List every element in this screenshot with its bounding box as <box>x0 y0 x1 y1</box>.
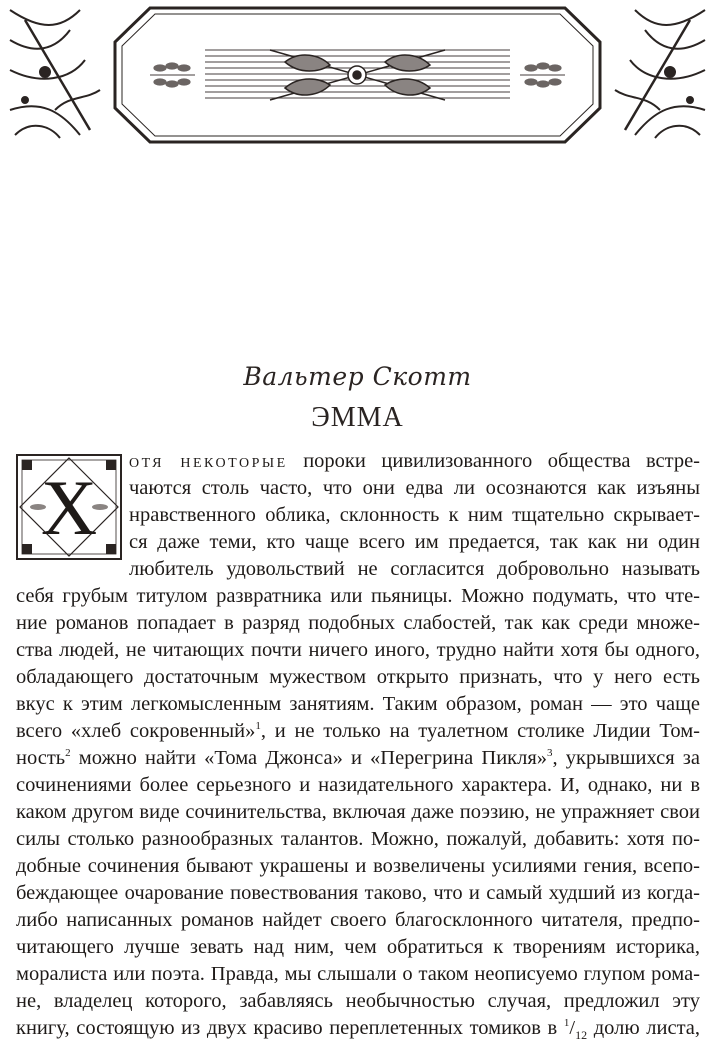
right-flourish-icon <box>615 10 705 138</box>
left-flourish-icon <box>10 10 100 138</box>
text-line <box>16 1015 700 1042</box>
chapter-body <box>16 448 700 1042</box>
text-line: любитель удовольствий не согласится добровольно называть <box>129 558 700 580</box>
text-line: ства людей, не читающих почти ничего иного, трудно найти хотя бы одного, <box>16 639 700 661</box>
text-line: обладающего достаточным мужеством открыто признать, что у него есть <box>16 666 700 688</box>
text-span: , и не только на туалетном столике Лидии Том- <box>260 720 700 742</box>
text-line: сочинениями более серьезного и назидательного характера. И, однако, ни в <box>16 774 700 796</box>
text-line: чаются столь часто, что они едва ли осознаются как изъяны <box>129 477 700 499</box>
drop-cap-letter: Х <box>40 464 98 551</box>
text-line: ние романов попадает в разряд подобных слабостей, так как среди множе- <box>16 612 700 634</box>
author-name: Вальтер Скотт <box>243 362 472 391</box>
text-span: долю листа, <box>587 1017 700 1039</box>
left-sprig-icon <box>150 63 195 87</box>
text-line: нравственного облика, склонность к ним тщательно скрывает- <box>129 504 700 526</box>
text-line: ся даже теми, кто чаще всего им предается, так как ни один <box>129 531 700 553</box>
text-span: всего «хлеб сокровенный» <box>16 720 256 742</box>
fraction-denominator: 12 <box>575 1028 588 1042</box>
text-line <box>129 448 700 475</box>
right-sprig-icon <box>520 63 565 87</box>
text-line: себя грубым титулом развратника или пьяницы. Можно подумать, что чте- <box>16 585 700 607</box>
header-ornament <box>0 0 715 150</box>
text-line: добные сочинения бывают украшены и возвеличены усилиями гения, всепо- <box>16 855 700 877</box>
text-line <box>16 718 700 745</box>
text-line: не, владелец которого, забавляясь необычностью случая, предложил эту <box>16 990 700 1012</box>
text-span: можно найти «Тома Джонса» и «Перегрина Пикля» <box>70 747 548 769</box>
text-line: моралиста или поэта. Правда, мы слышали о таком неописуемо глупом рома- <box>16 963 700 985</box>
footnote-marker: 3 <box>547 747 553 760</box>
text-line: вкус к этим легкомысленным занятиям. Таким образом, роман — это чаще <box>16 693 700 715</box>
chapter-title: ЭММА <box>311 402 404 433</box>
text-span: пороки цивилизованного общества встре- <box>303 450 700 472</box>
text-span: / <box>569 1017 576 1039</box>
text-line: читающего лучше зевать над ним, чем обратиться к творениям историка, <box>16 936 700 958</box>
opening-small-caps: ОТЯ НЕКОТОРЫЕ <box>129 456 288 471</box>
text-line: каком другом виде сочинительства, включая даже поэзию, не упражняет свои <box>16 801 700 823</box>
text-span: книгу, состоящую из двух красиво переплетенных томиков в <box>16 1017 564 1039</box>
fraction-numerator: 1 <box>563 1017 570 1030</box>
footnote-marker: 1 <box>255 720 261 733</box>
text-line <box>16 745 700 772</box>
text-span: , укрывшихся за <box>552 747 700 769</box>
text-line: либо написанных романов найдет своего благосклонного читателя, предпо- <box>16 909 700 931</box>
text-span: ность <box>16 747 66 769</box>
text-line: беждающее очарование повествования таково, что и самый худший из когда- <box>16 882 700 904</box>
footnote-marker: 2 <box>65 747 71 760</box>
text-line: силы столько разнообразных талантов. Можно, пожалуй, добавить: хотя по- <box>16 828 700 850</box>
